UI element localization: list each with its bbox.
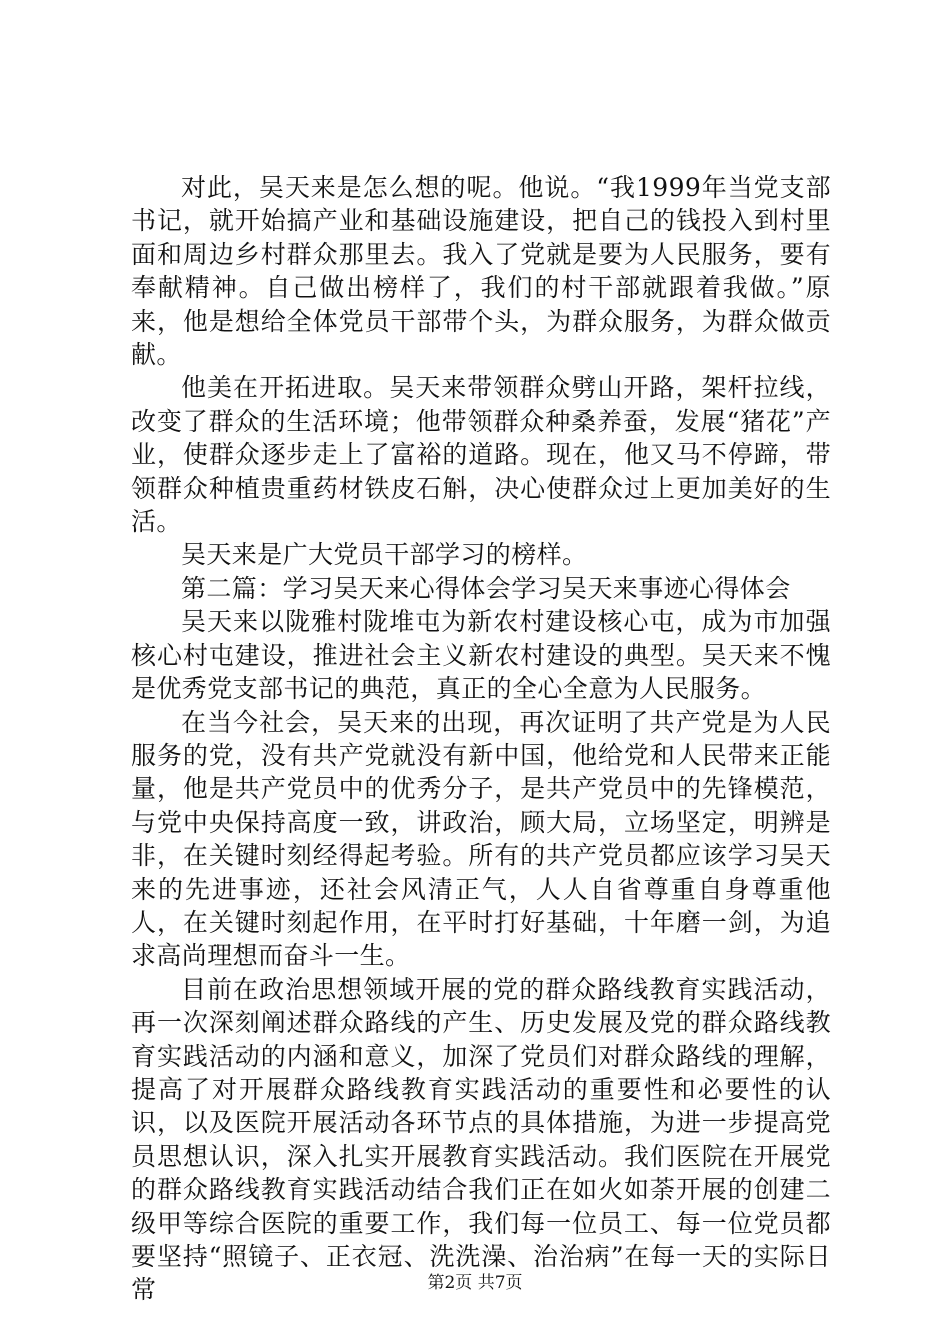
document-body: [131, 171, 831, 1307]
paragraph: 他美在开拓进取。吴天来带领群众劈山开路，架杆拉线，改变了群众的生活环境；他带领群众种桑养蚕，发展“猪花”产业，使群众逐步走上了富裕的道路。现在，他又马不停蹄，带领群众种植贵重药材铁皮石斛，决心使群众过上更加美好的生活。: [131, 373, 831, 537]
paragraph: 吴天来是广大党员干部学习的榜样。: [181, 540, 588, 570]
paragraph: 在当今社会，吴天来的出现，再次证明了共产党是为人民服务的党，没有共产党就没有新中国，他给党和人民带来正能量，他是共产党员中的优秀分子，是共产党员中的先锋模范，与党中央保持高度一致，讲政治，顾大局，立场坚定，明辨是非，在关键时刻经得起考验。所有的共产党员都应该学习吴天来的先进事迹，还社会风清正气，人人自省尊重自身尊重他人，在关键时刻起作用，在平时打好基础，十年磨一剑，为追求高尚理想而奋斗一生。: [131, 707, 831, 971]
paragraph: 对此，吴天来是怎么想的呢。他说。“我1999年当党支部书记，就开始搞产业和基础设施建设，把自己的钱投入到村里面和周边乡村群众那里去。我入了党就是要为人民服务，要有奉献精神。自己做出榜样了，我们的村干部就跟着我做。”原来，他是想给全体党员干部带个头，为群众服务，为群众做贡献。: [131, 173, 831, 370]
paragraph: 吴天来以陇雅村陇堆屯为新农村建设核心屯，成为市加强核心村屯建设，推进社会主义新农村建设的典型。吴天来不愧是优秀党支部书记的典范，真正的全心全意为人民服务。: [131, 607, 831, 704]
paragraph: 目前在政治思想领域开展的党的群众路线教育实践活动，再一次深刻阐述群众路线的产生、历史发展及党的群众路线教育实践活动的内涵和意义，加深了党员们对群众路线的理解，提高了对开展群众路线教育实践活动的重要性和必要性的认识，以及医院开展活动各环节点的具体措施，为进一步提高党员思想认识，深入扎实开展教育实践活动。我们医院在开展党的群众路线教育实践活动结合我们正在如火如荼开展的创建二级甲等综合医院的重要工作，我们每一位员工、每一位党员都要坚持“照镜子、正衣冠、洗洗澡、治治病”在每一天的实际日常: [131, 974, 831, 1305]
section-heading: 第二篇：学习吴天来心得体会学习吴天来事迹心得体会: [181, 573, 791, 603]
page-number-footer: 第2页 共7页: [427, 1273, 523, 1293]
